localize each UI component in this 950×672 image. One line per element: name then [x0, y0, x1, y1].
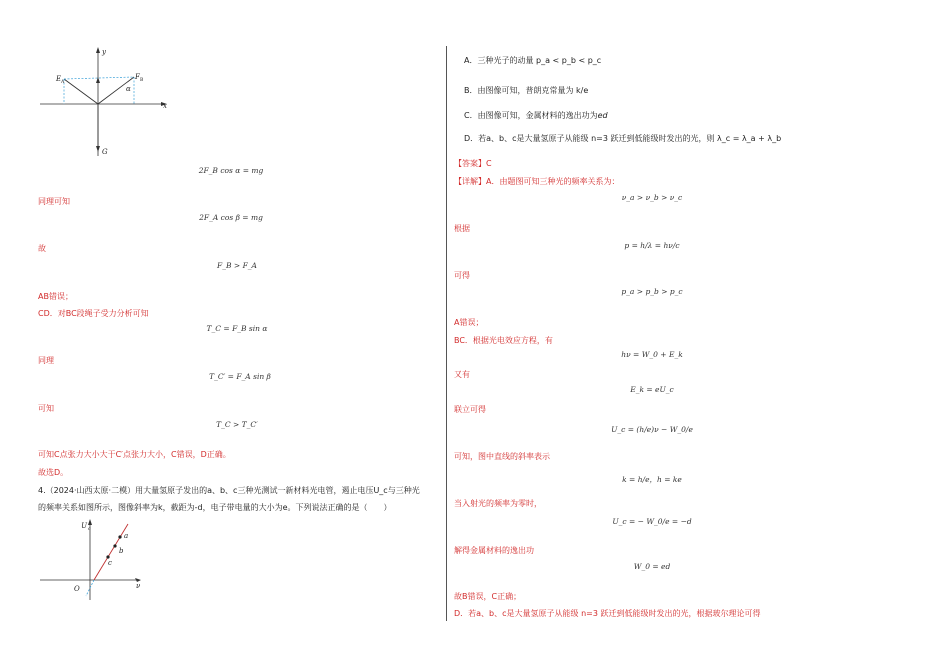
text-gu: 故	[38, 244, 46, 253]
r-equation-4: hν = W_0 + E_k	[621, 350, 683, 359]
text-cd-analysis: CD．对BC段绳子受力分析可知	[38, 309, 149, 318]
gravity-label: G	[102, 148, 108, 156]
option-b: B．由图像可知，普朗克常量为 k/e	[464, 86, 589, 95]
r-equation-3: p_a > p_b > p_c	[621, 287, 683, 296]
column-divider	[446, 46, 447, 621]
text-conclusion: 可知C点张力大小大于C′点张力大小，C错误，D正确。	[38, 450, 231, 459]
r-equation-9: W_0 = ed	[633, 562, 671, 571]
nu-axis-label: ν	[136, 582, 141, 590]
option-d: D．若a、b、c是大量氢原子从能级 n=3 跃迁到低能级时发出的光，则 λ_c = λ_a + λ_b	[464, 134, 782, 143]
r-equation-8: U_c = − W_0/e = −d	[612, 517, 692, 526]
text-youyou: 又有	[454, 370, 470, 379]
equation-4: T_C = F_B sin α	[206, 324, 268, 333]
option-c	[464, 110, 608, 121]
point-b-label: b	[119, 547, 124, 555]
text-tongli-2: 同理	[38, 356, 54, 365]
option-c-text: C．由图像可知，金属材料的逸出功为	[464, 111, 598, 120]
alpha-label: α	[126, 85, 131, 93]
equation-5: T_C′ = F_A sin β	[209, 372, 271, 381]
equation-6: T_C > T_C′	[216, 420, 258, 429]
r-equation-7: k = h/e，h = ke	[622, 475, 682, 484]
text-lianli: 联立可得	[454, 405, 486, 414]
option-c-value: ed	[597, 111, 608, 120]
x-axis-label: x	[163, 102, 167, 110]
text-tongli-1: 同理可知	[38, 197, 70, 206]
r-equation-2: p = h/λ = hν/c	[624, 241, 680, 250]
point-c-label: c	[108, 559, 112, 567]
option-a: A．三种光子的动量 p_a < p_b < p_c	[464, 56, 602, 65]
answer: 【答案】C	[454, 159, 492, 168]
text-kede: 可得	[454, 271, 470, 280]
uc-frequency-graph	[36, 516, 146, 602]
force-a-sub: A	[61, 80, 65, 85]
force-diagram	[36, 44, 176, 162]
equation-3: F_B > F_A	[217, 261, 257, 270]
uc-axis-sub: c	[88, 527, 91, 532]
text-a-wrong: A错误；	[454, 318, 484, 327]
text-bc-conclusion: 故B错误，C正确；	[454, 592, 522, 601]
force-a-label: E	[56, 75, 62, 83]
equation-2: 2F_A cos β = mg	[199, 213, 263, 222]
text-work-function: 解得金属材料的逸出功	[454, 546, 534, 555]
detail-intro: 【详解】A．由题图可知三种光的频率关系为：	[454, 177, 620, 186]
force-b-sub: B	[140, 78, 144, 83]
text-choose-d: 故选D。	[38, 468, 69, 477]
text-zero-freq: 当入射光的频率为零时，	[454, 499, 542, 508]
r-equation-5: E_k = eU_c	[630, 385, 674, 394]
point-a-label: a	[124, 532, 129, 540]
question-4-line-1: 4.（2024·山西太原·二模）用大量氢原子发出的a、b、c三种光测试一新材料光电管，遏止电压U_c与三种光	[38, 486, 420, 495]
text-keshi: 可知	[38, 404, 54, 413]
equation-1: 2F_B cos α = mg	[198, 166, 264, 175]
force-b-label: F	[135, 73, 140, 81]
text-ab-wrong: AB错误；	[38, 292, 73, 301]
text-bc-intro: BC．根据光电效应方程，有	[454, 336, 553, 345]
r-equation-6: U_c = (h/e)ν − W_0/e	[611, 425, 693, 434]
text-genju: 根据	[454, 224, 470, 233]
origin-label: O	[74, 585, 80, 593]
uc-axis-label: U	[81, 522, 87, 530]
text-slope: 可知，图中直线的斜率表示	[454, 452, 550, 461]
y-axis-label: y	[102, 48, 106, 56]
question-4-line-2: 的频率关系如图所示，图像斜率为k，截距为-d，电子带电量的大小为e。下列说法正确的是（ ）	[38, 503, 392, 512]
text-d-analysis: D．若a、b、c是大量氢原子从能级 n=3 跃迁到低能级时发出的光，根据玻尔理论可得	[454, 609, 761, 618]
r-equation-1: ν_a > ν_b > ν_c	[621, 193, 683, 202]
